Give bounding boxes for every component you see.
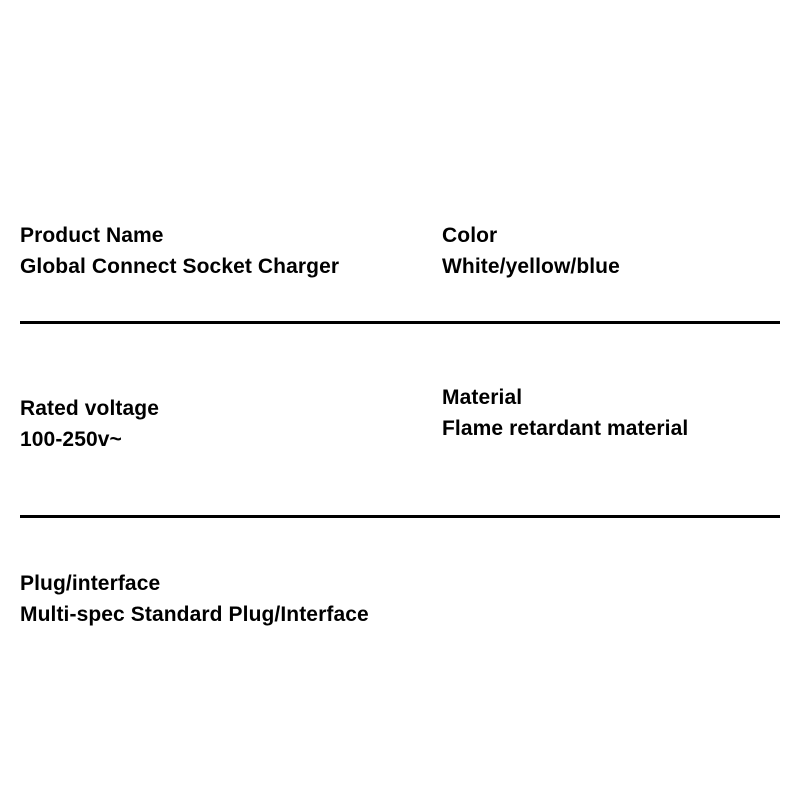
spec-cell-plug-interface [20,568,369,630]
row-divider [20,321,780,324]
spec-value-product-name: Global Connect Socket Charger [20,255,340,278]
spec-label-product-name: Product Name [20,224,164,247]
spec-label-plug-interface: Plug/interface [20,572,161,595]
spec-value-rated-voltage: 100-250v~ [20,428,122,451]
spec-value-material: Flame retardant material [442,417,689,440]
spec-cell-rated-voltage [20,393,159,455]
spec-cell-material [442,382,688,444]
spec-cell-product-name [20,220,339,282]
spec-row [0,380,800,490]
spec-label-material: Material [442,386,523,409]
spec-label-rated-voltage: Rated voltage [20,397,159,420]
spec-row [0,568,800,648]
row-divider [20,515,780,518]
spec-row [0,220,800,320]
spec-cell-color [442,220,620,282]
spec-value-plug-interface: Multi-spec Standard Plug/Interface [20,603,369,626]
spec-value-color: White/yellow/blue [442,255,620,278]
spec-label-color: Color [442,224,498,247]
